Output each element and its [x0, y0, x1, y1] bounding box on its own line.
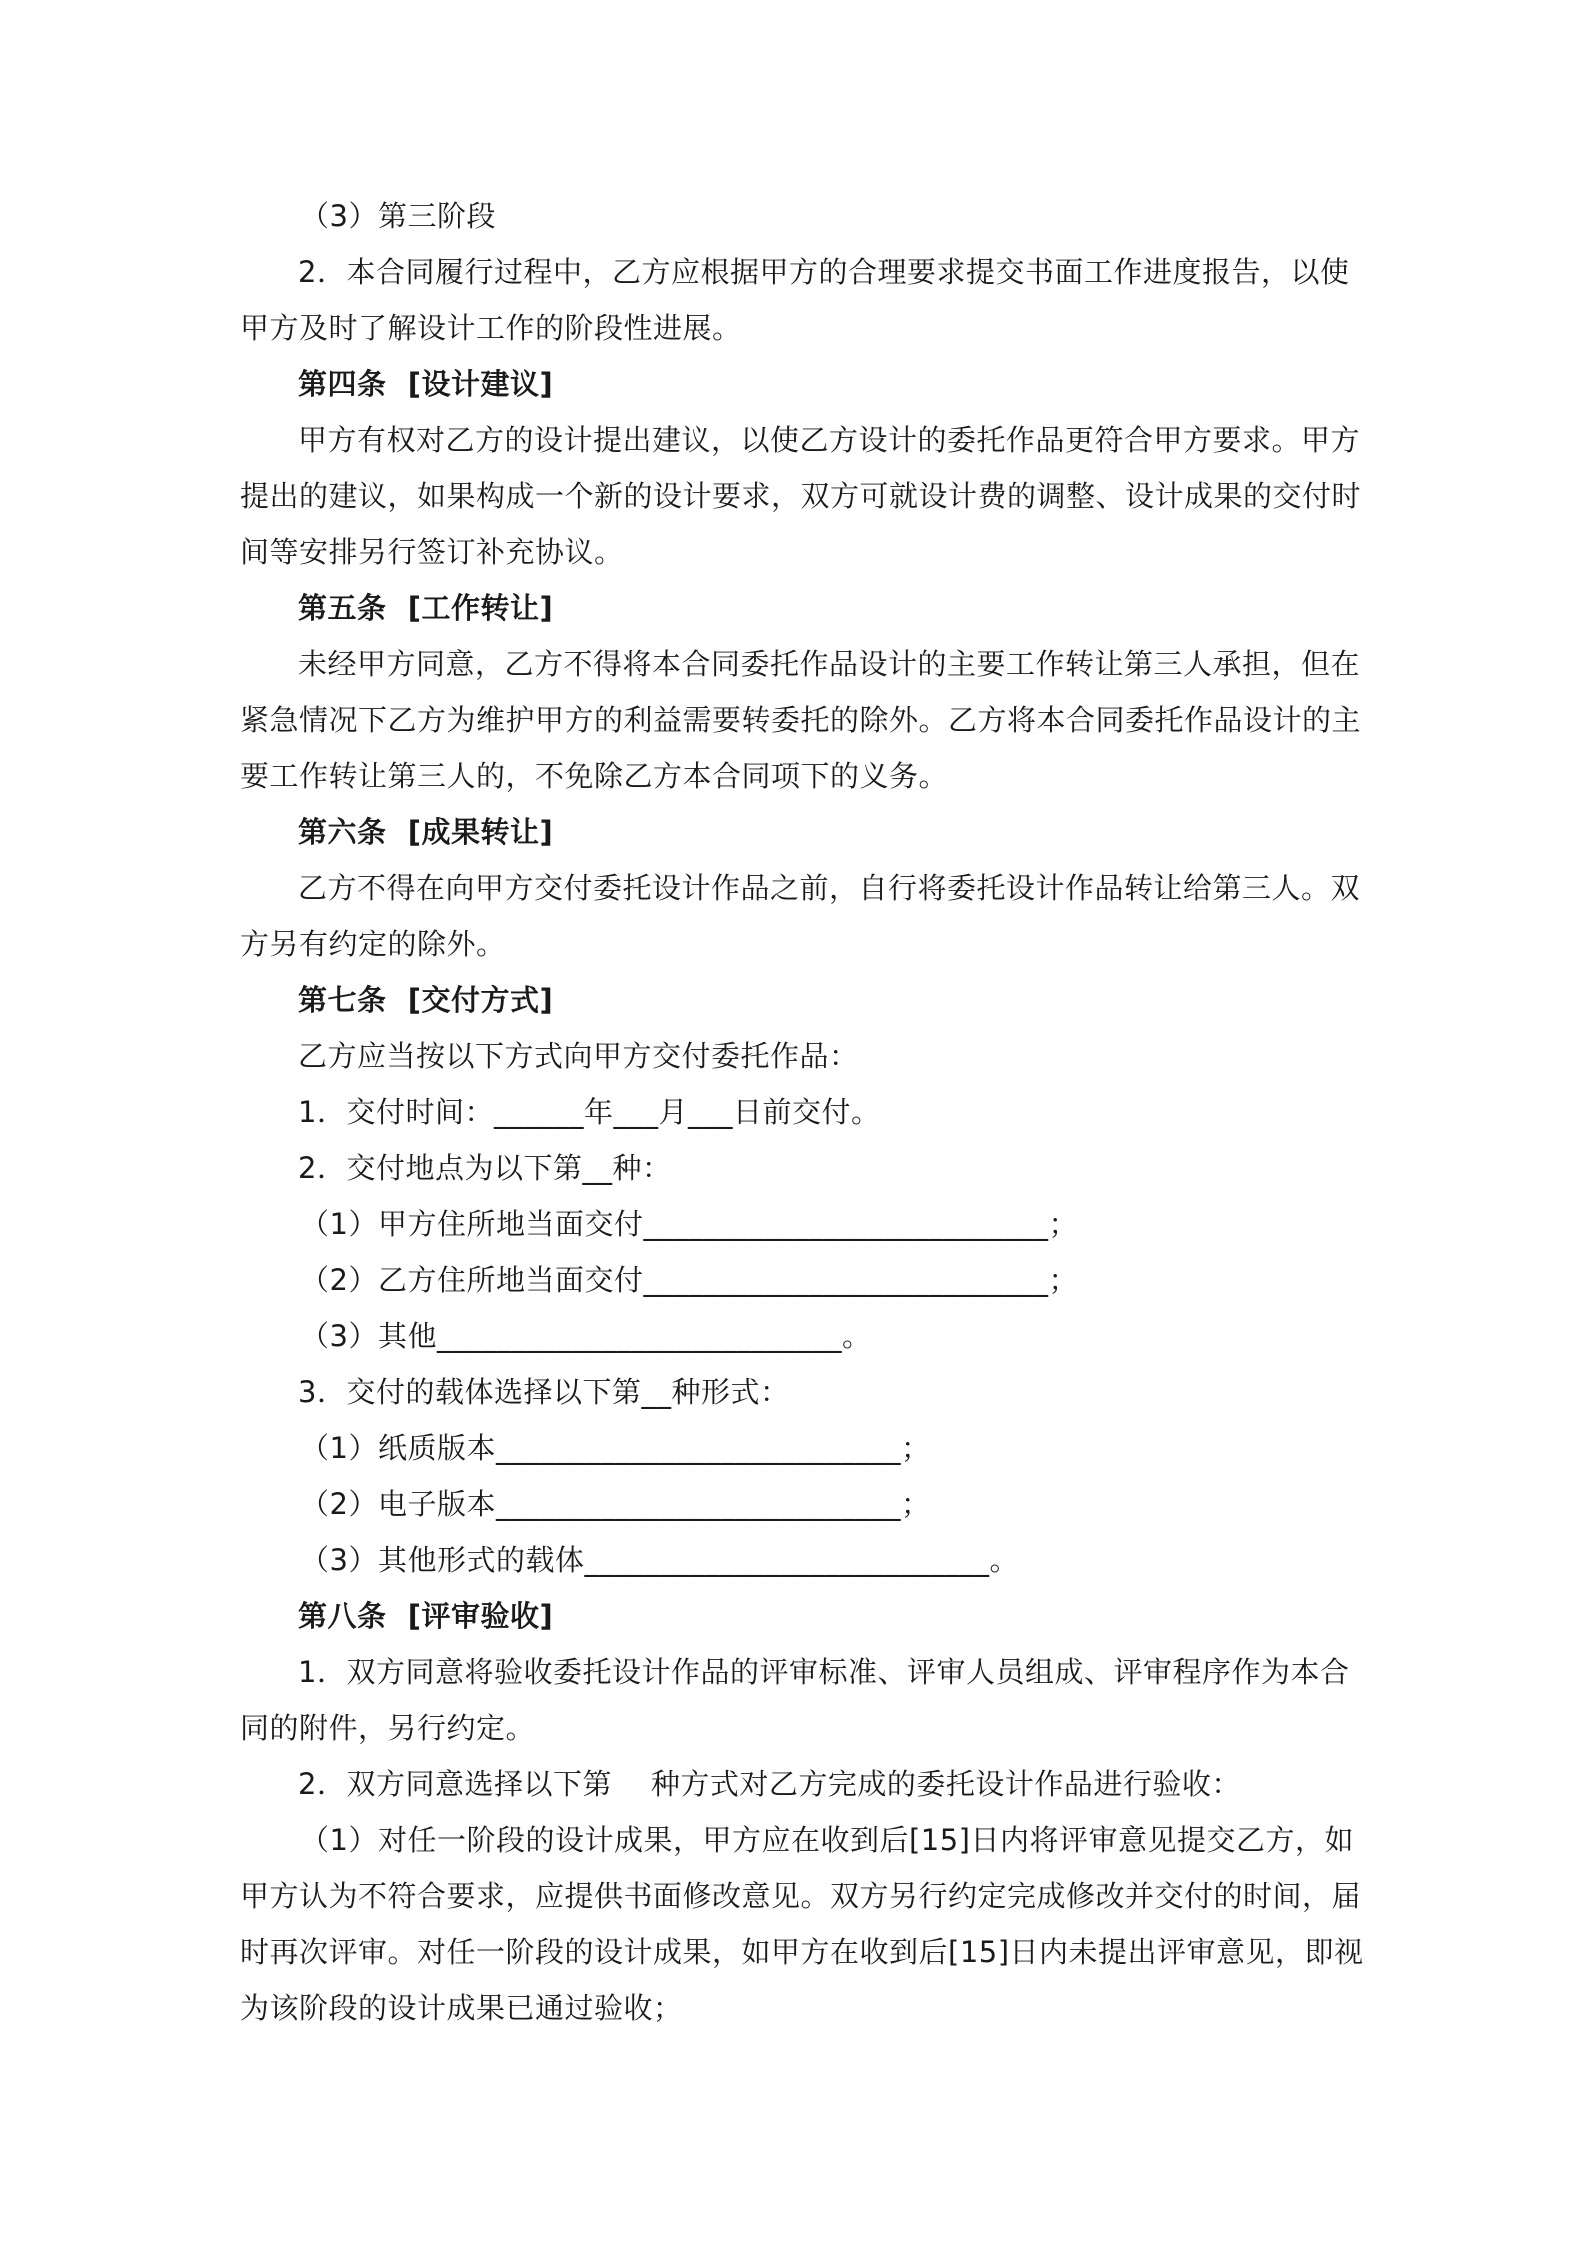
article-7-heading: 第七条 [交付方式] — [298, 983, 554, 1017]
article-8-1-line-1: 1．双方同意将验收委托设计作品的评审标准、评审人员组成、评审程序作为本合 — [298, 1655, 1350, 1689]
article-7-carrier: 3．交付的载体选择以下第__种形式： — [298, 1375, 790, 1409]
article-5-heading: 第五条 [工作转让] — [298, 591, 554, 625]
place-option-2: （2）乙方住所地当面交付___________________________； — [300, 1263, 1078, 1297]
article-7-delivery-time: 1．交付时间：______年___月___日前交付。 — [298, 1095, 881, 1129]
article-4-heading: 第四条 [设计建议] — [298, 367, 554, 401]
clause-3-3-stage-three: （3）第三阶段 — [300, 199, 496, 233]
article-8-1-line-2: 同的附件，另行约定。 — [240, 1711, 536, 1745]
article-5-line-2: 紧急情况下乙方为维护甲方的利益需要转委托的除外。乙方将本合同委托作品设计的主 — [240, 703, 1362, 737]
clause-3-2-line-1: 2．本合同履行过程中，乙方应根据甲方的合理要求提交书面工作进度报告，以使 — [298, 255, 1350, 289]
carrier-option-1: （1）纸质版本___________________________； — [300, 1431, 931, 1465]
article-8-2-1-line-4: 为该阶段的设计成果已通过验收； — [240, 1991, 683, 2025]
article-8-2: 2．双方同意选择以下第 种方式对乙方完成的委托设计作品进行验收： — [298, 1767, 1241, 1801]
carrier-option-3: （3）其他形式的载体___________________________。 — [300, 1543, 1019, 1577]
article-8-heading: 第八条 [评审验收] — [298, 1599, 554, 1633]
article-8-2-1-line-1: （1）对任一阶段的设计成果，甲方应在收到后[15]日内将评审意见提交乙方，如 — [300, 1823, 1354, 1857]
article-4-line-3: 间等安排另行签订补充协议。 — [240, 535, 624, 569]
place-option-3: （3）其他___________________________。 — [300, 1319, 872, 1353]
article-4-line-2: 提出的建议，如果构成一个新的设计要求，双方可就设计费的调整、设计成果的交付时 — [240, 479, 1362, 513]
article-5-line-3: 要工作转让第三人的，不免除乙方本合同项下的义务。 — [240, 759, 949, 793]
article-6-heading: 第六条 [成果转让] — [298, 815, 554, 849]
article-6-line-1: 乙方不得在向甲方交付委托设计作品之前，自行将委托设计作品转让给第三人。双 — [298, 871, 1361, 905]
article-7-intro: 乙方应当按以下方式向甲方交付委托作品： — [298, 1039, 859, 1073]
article-8-2-1-line-2: 甲方认为不符合要求，应提供书面修改意见。双方另行约定完成修改并交付的时间，届 — [240, 1879, 1362, 1913]
carrier-option-2: （2）电子版本___________________________； — [300, 1487, 931, 1521]
article-8-2-1-line-3: 时再次评审。对任一阶段的设计成果，如甲方在收到后[15]日内未提出评审意见，即视 — [240, 1935, 1364, 1969]
article-5-line-1: 未经甲方同意，乙方不得将本合同委托作品设计的主要工作转让第三人承担，但在 — [298, 647, 1361, 681]
article-4-line-1: 甲方有权对乙方的设计提出建议，以使乙方设计的委托作品更符合甲方要求。甲方 — [298, 423, 1361, 457]
article-6-line-2: 方另有约定的除外。 — [240, 927, 506, 961]
article-7-delivery-place: 2．交付地点为以下第__种： — [298, 1151, 672, 1185]
place-option-1: （1）甲方住所地当面交付___________________________； — [300, 1207, 1078, 1241]
clause-3-2-line-2: 甲方及时了解设计工作的阶段性进展。 — [240, 311, 742, 345]
